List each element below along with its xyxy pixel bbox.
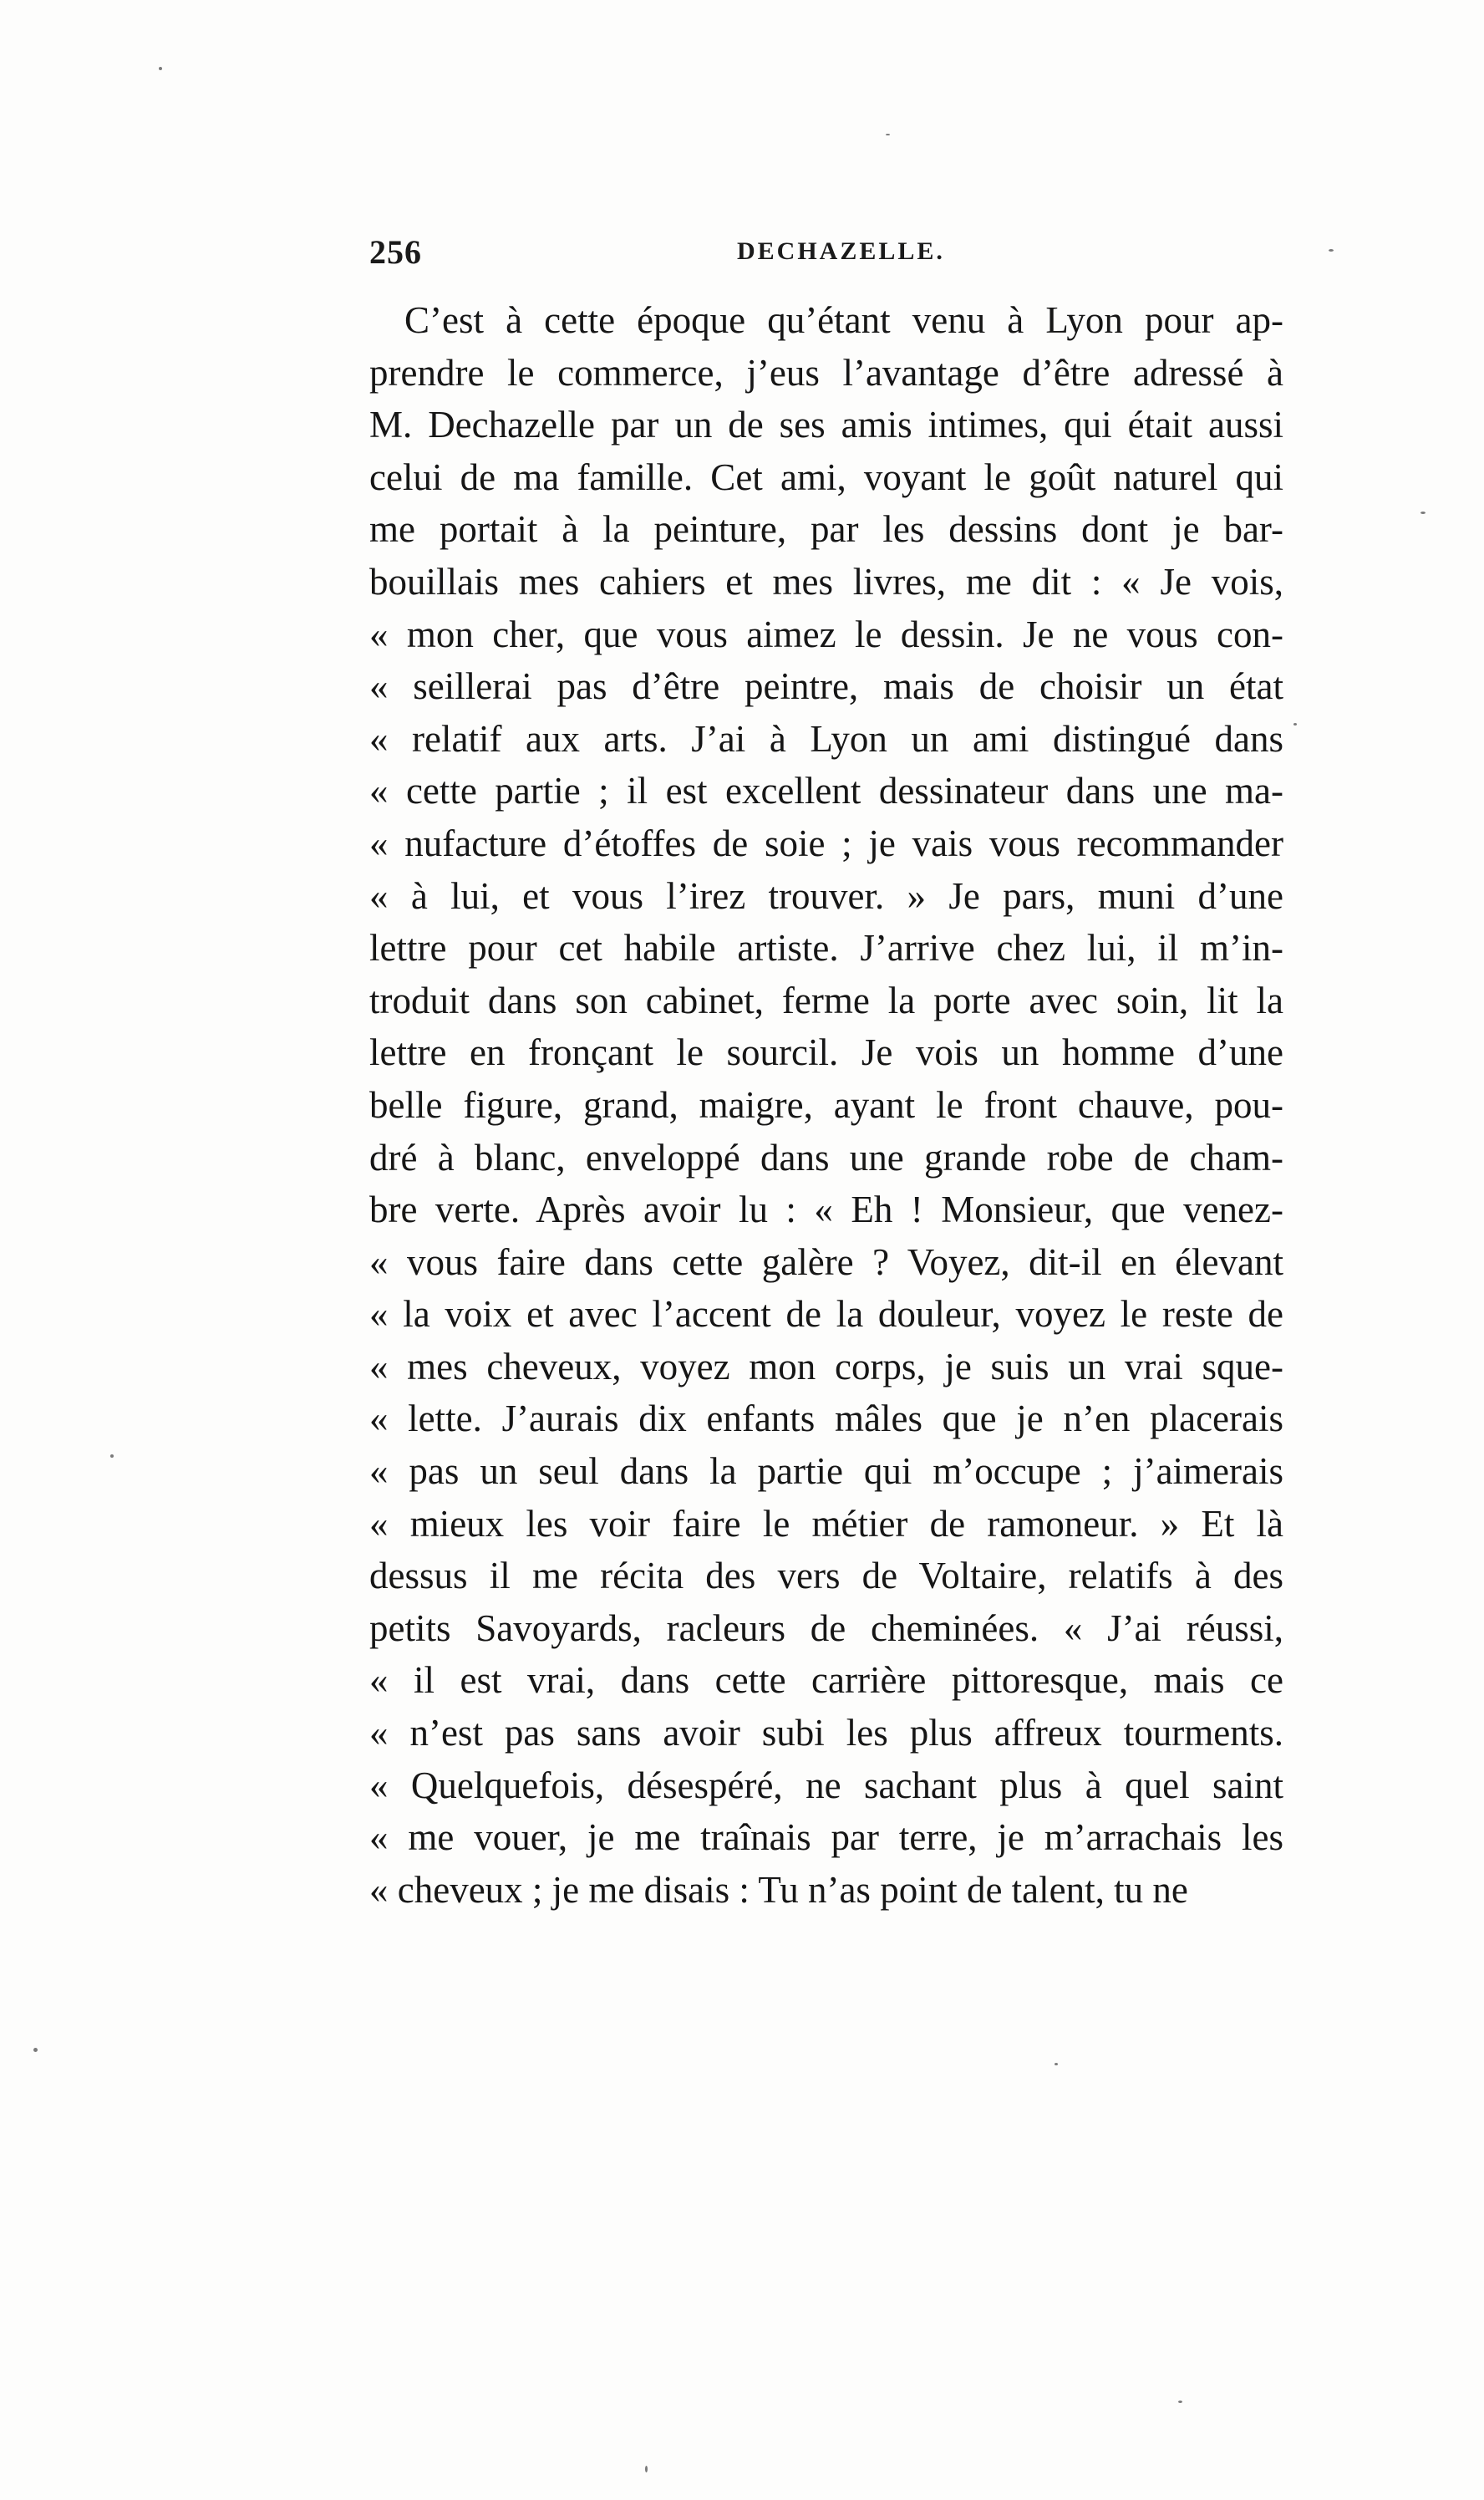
text-line: celui de ma famille. Cet ami, voyant le goût naturel qui [369,456,1283,498]
text-line: belle figure, grand, maigre, ayant le front chauve, pou- [369,1083,1283,1126]
text-line: « mon cher, que vous aimez le dessin. Je ne vous con- [369,613,1283,655]
text-line: bouillais mes cahiers et mes livres, me dit : « Je vois, [369,560,1283,603]
page-number: 256 [369,233,422,271]
text-line: dessus il me récita des vers de Voltaire, relatifs à des [369,1555,1283,1597]
text-line: troduit dans son cabinet, ferme la porte avec soin, lit la [369,979,1283,1021]
scan-speck [645,2466,648,2472]
text-line: dré à blanc, enveloppé dans une grande robe de cham- [369,1136,1283,1179]
text-line: bre verte. Après avoir lu : « Eh ! Monsieur, que venez- [369,1189,1283,1231]
text-line: M. Dechazelle par un de ses amis intimes, qui était aussi [369,404,1283,446]
page-header [369,232,1283,283]
text-line: prendre le commerce, j’eus l’avantage d’être adressé à [369,351,1283,394]
text-line: « mes cheveux, voyez mon corps, je suis un vrai sque- [369,1345,1283,1387]
scan-speck [1178,2401,1182,2403]
text-line: « lette. J’aurais dix enfants mâles que je n’en placerais [369,1398,1283,1440]
text-line: « relatif aux arts. J’ai à Lyon un ami distingué dans [369,717,1283,760]
text-line: me portait à la peinture, par les dessins dont je bar- [369,508,1283,551]
text-line: « seillerai pas d’être peintre, mais de choisir un état [369,665,1283,708]
scan-speck [110,1454,114,1458]
text-line: « il est vrai, dans cette carrière pittoresque, mais ce [369,1659,1283,1702]
scan-speck [886,134,890,135]
text-line: lettre pour cet habile artiste. J’arrive chez lui, il m’in- [369,927,1283,970]
text-line: « nufacture d’étoffes de soie ; je vais vous recommander [369,822,1283,864]
text-line: « cette partie ; il est excellent dessinateur dans une ma- [369,770,1283,812]
text-line: « me vouer, je me traînais par terre, je m’arrachais les [369,1816,1283,1859]
scan-speck [1420,512,1426,514]
text-line: C’est à cette époque qu’étant venu à Lyon pour ap- [404,299,1283,341]
scan-speck [1293,723,1297,726]
text-line: « vous faire dans cette galère ? Voyez, dit-il en élevant [369,1240,1283,1283]
running-title: DECHAZELLE. [737,237,945,265]
text-line: « Quelquefois, désespéré, ne sachant plus à quel saint [369,1764,1283,1806]
scan-speck [1055,2063,1058,2065]
scan-speck [33,2048,38,2052]
text-line: « la voix et avec l’accent de la douleur, voyez le reste de [369,1293,1283,1336]
text-line: petits Savoyards, racleurs de cheminées. « J’ai réussi, [369,1606,1283,1649]
text-line: « à lui, et vous l’irez trouver. » Je pars, muni d’une [369,874,1283,917]
text-line: lettre en fronçant le sourcil. Je vois un homme d’une [369,1031,1283,1074]
body-text [369,294,1283,1916]
text-line: « n’est pas sans avoir subi les plus affreux tourments. [369,1712,1283,1754]
text-line: « cheveux ; je me disais : Tu n’as point de talent, tu ne [369,1868,1188,1911]
text-line: « pas un seul dans la partie qui m’occupe ; j’aimerais [369,1450,1283,1493]
scan-speck [159,67,162,70]
scan-speck [1329,249,1334,252]
text-line: « mieux les voir faire le métier de ramoneur. » Et là [369,1502,1283,1545]
